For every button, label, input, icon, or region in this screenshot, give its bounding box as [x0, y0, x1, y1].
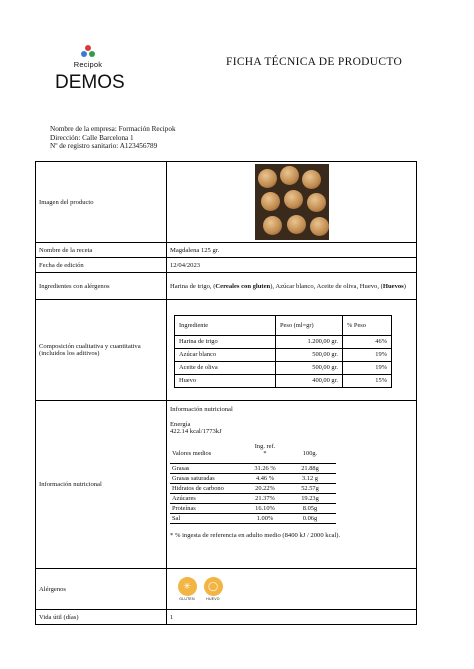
product-image	[255, 164, 329, 240]
nutrient-ref: 31.26 %	[246, 463, 284, 473]
ingredient-weight: 1.200,00 gr.	[276, 335, 343, 348]
recipok-logo	[58, 45, 118, 69]
nutrition-row	[170, 513, 336, 523]
table-row	[36, 243, 417, 258]
ingredients-text: )	[403, 282, 406, 290]
ingredient-percent: 15%	[343, 374, 392, 387]
company-info	[50, 125, 176, 151]
header-weight: Peso (ml=gr)	[276, 315, 343, 335]
nutrient-value: 0.06g	[284, 513, 336, 523]
table-row	[36, 162, 417, 243]
ingredients-value	[167, 273, 417, 300]
composition-cell	[167, 300, 417, 401]
ingredient-weight: 400,00 gr.	[276, 374, 343, 387]
nutrient-ref: 4.46 %	[246, 473, 284, 483]
allergen-egg-label: HUEVO	[206, 597, 220, 601]
egg-icon: ◯	[204, 577, 223, 596]
nutrition-cell	[167, 401, 417, 569]
image-label: Imagen del producto	[36, 162, 167, 243]
image-cell	[167, 162, 417, 243]
company-address: Dirección: Calle Barcelona 1	[50, 133, 134, 142]
allergen-highlight: Cereales con gluten	[215, 282, 271, 290]
logo-mark-icon	[81, 45, 95, 59]
nutrition-row	[170, 493, 336, 503]
ingredient-name: Aceite de oliva	[175, 361, 276, 374]
table-row	[36, 273, 417, 300]
allergen-gluten-label: GLUTEN	[179, 597, 195, 601]
allergen-gluten	[176, 577, 198, 601]
composition-table	[174, 315, 392, 388]
date-label: Fecha de edición	[36, 258, 167, 273]
composition-row	[175, 335, 392, 348]
shelf-life-label: Vida útil (días)	[36, 610, 167, 625]
recipe-value: Magdalena 125 gr.	[167, 243, 417, 258]
nutrient-value: 8.05g	[284, 503, 336, 513]
header-label: Valores medios	[172, 450, 212, 457]
ingredients-label: Ingredientes con alérgenos	[36, 273, 167, 300]
composition-header	[175, 315, 392, 335]
nutrition-block	[170, 406, 413, 539]
header-100g: 100g.	[302, 450, 318, 457]
nutrient-name: Grasas	[170, 463, 246, 473]
energy-label: Energía	[170, 421, 191, 428]
nutrient-ref: 1.00%	[246, 513, 284, 523]
shelf-life-value: 1	[167, 610, 417, 625]
header-ref	[246, 437, 284, 458]
composition-label: Composición cualitativa y cuantitativa (incluidos los aditivos)	[36, 300, 167, 401]
nutrition-row	[170, 503, 336, 513]
ingredient-name: Harina de trigo	[175, 335, 276, 348]
company-registry: Nº de registro sanitario: A123456789	[50, 142, 158, 151]
header-percent: % Peso	[343, 315, 392, 335]
date-value: 12/04/2023	[167, 258, 417, 273]
nutrient-value: 21.88g	[284, 463, 336, 473]
nutrient-value: 19.23g	[284, 493, 336, 503]
product-sheet-table	[35, 161, 417, 625]
nutrition-title: Información nutricional	[170, 406, 233, 413]
recipe-label: Nombre de la receta	[36, 243, 167, 258]
nutrition-row	[170, 463, 336, 473]
ingredient-name: Azúcar blanco	[175, 348, 276, 361]
nutrition-footnote: * % ingesta de referencia en adulto medio (8400 kJ / 2000 kcal).	[170, 531, 341, 539]
ingredient-percent: 46%	[343, 335, 392, 348]
table-row	[36, 569, 417, 610]
ingredient-percent: 19%	[343, 361, 392, 374]
nutrient-name: Hidratos de carbono	[170, 483, 246, 493]
nutrient-name: Proteínas	[170, 503, 246, 513]
nutrition-row	[170, 473, 336, 483]
nutrition-label: Información nutricional	[36, 401, 167, 569]
table-row	[36, 300, 417, 401]
header-ref-star: *	[263, 450, 267, 457]
nutrient-value: 52.57g	[284, 483, 336, 493]
table-row	[36, 401, 417, 569]
ingredient-weight: 500,00 gr.	[276, 361, 343, 374]
allergen-highlight: Huevos	[382, 282, 404, 290]
ingredients-text: ), Azúcar blanco, Aceite de oliva, Huevo, (	[270, 282, 383, 290]
nutrient-name: Grasas saturadas	[170, 473, 246, 483]
brand-name: DEMOS	[55, 72, 125, 93]
energy-value: 422.14 kcal/1773kJ	[170, 428, 222, 435]
logo-name: Recipok	[73, 60, 103, 69]
table-row	[36, 258, 417, 273]
nutrient-name: Azúcares	[170, 493, 246, 503]
ingredient-name: Huevo	[175, 374, 276, 387]
header-ref-text: Ing. ref.	[254, 443, 276, 450]
company-name: Nombre de la empresa: Formación Recipok	[50, 125, 176, 133]
composition-row	[175, 374, 392, 387]
nutrient-name: Sal	[170, 513, 246, 523]
gluten-icon: ✳	[178, 577, 197, 596]
nutrient-ref: 21.37%	[246, 493, 284, 503]
nutrition-table	[170, 437, 336, 524]
ingredients-text: Harina de trigo, (	[170, 282, 216, 290]
allergens-label: Alérgenos	[36, 569, 167, 610]
allergen-icons	[170, 577, 413, 601]
ingredient-percent: 19%	[343, 348, 392, 361]
table-row	[36, 610, 417, 625]
header-ingredient: Ingrediente	[175, 315, 276, 335]
nutrient-ref: 16.10%	[246, 503, 284, 513]
allergens-cell	[167, 569, 417, 610]
composition-row	[175, 348, 392, 361]
page-title: FICHA TÉCNICA DE PRODUCTO	[226, 56, 403, 68]
ingredient-weight: 500,00 gr.	[276, 348, 343, 361]
allergen-egg	[202, 577, 224, 601]
nutrient-value: 3.12 g	[284, 473, 336, 483]
nutrient-ref: 20.22%	[246, 483, 284, 493]
composition-row	[175, 361, 392, 374]
nutrition-row	[170, 483, 336, 493]
nutrition-header	[170, 437, 336, 458]
